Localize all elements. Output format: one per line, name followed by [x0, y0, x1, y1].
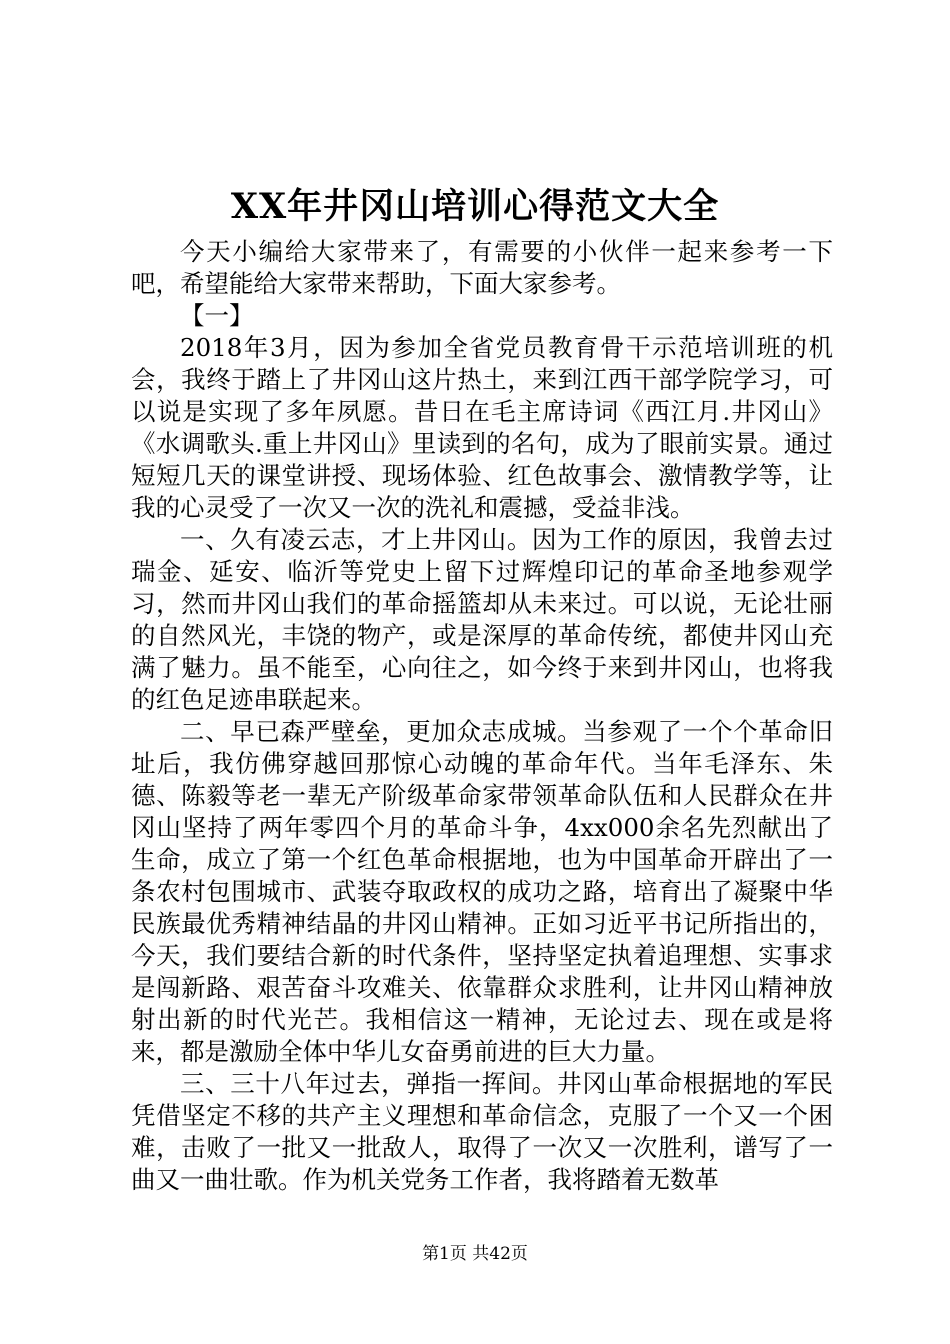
- body-paragraph: 三、三十八年过去，弹指一挥间。井冈山革命根据地的军民凭借坚定不移的共产主义理想和革命信念，克服了一个又一个困难，击败了一批又一批敌人，取得了一次又一次胜利，谱写了一曲又一曲壮歌。作为机关党务工作者，我将踏着无数革: [131, 1069, 833, 1194]
- document-title: XX年井冈山培训心得范文大全: [230, 186, 720, 227]
- section-heading: 【一】: [180, 301, 254, 330]
- page-footer: 第1页 共42页: [422, 1244, 528, 1264]
- body-paragraph: 一、久有凌云志，才上井冈山。因为工作的原因，我曾去过瑞金、延安、临沂等党史上留下过辉煌印记的革命圣地参观学习，然而井冈山我们的革命摇篮却从未来过。可以说，无论壮丽的自然风光，丰饶的物产，或是深厚的革命传统，都使井冈山充满了魅力。虽不能至，心向往之，如今终于来到井冈山，也将我的红色足迹串联起来。: [131, 525, 833, 714]
- body-paragraph: 2018年3月，因为参加全省党员教育骨干示范培训班的机会，我终于踏上了井冈山这片热土，来到江西干部学院学习，可以说是实现了多年夙愿。昔日在毛主席诗词《西江月.井冈山》《水调歌头.重上井冈山》里读到的名句，成为了眼前实景。通过短短几天的课堂讲授、现场体验、红色故事会、激情教学等，让我的心灵受了一次又一次的洗礼和震撼，受益非浅。: [131, 333, 833, 522]
- document-body: [131, 236, 833, 1196]
- body-paragraph: 二、早已森严壁垒，更加众志成城。当参观了一个个革命旧址后，我仿佛穿越回那惊心动魄的革命年代。当年毛泽东、朱德、陈毅等老一辈无产阶级革命家带领革命队伍和人民群众在井冈山坚持了两年零四个月的革命斗争，4xx000余名先烈献出了生命，成立了第一个红色革命根据地，也为中国革命开辟出了一条农村包围城市、武装夺取政权的成功之路，培育出了凝聚中华民族最优秀精神结晶的井冈山精神。正如习近平书记所指出的，今天，我们要结合新的时代条件，坚持坚定执着追理想、实事求是闯新路、艰苦奋斗攻难关、依靠群众求胜利，让井冈山精神放射出新的时代光芒。我相信这一精神，无论过去、现在或是将来，都是激励全体中华儿女奋勇前进的巨大力量。: [131, 717, 833, 1066]
- intro-paragraph: 今天小编给大家带来了，有需要的小伙伴一起来参考一下吧，希望能给大家带来帮助，下面大家参考。: [131, 237, 833, 298]
